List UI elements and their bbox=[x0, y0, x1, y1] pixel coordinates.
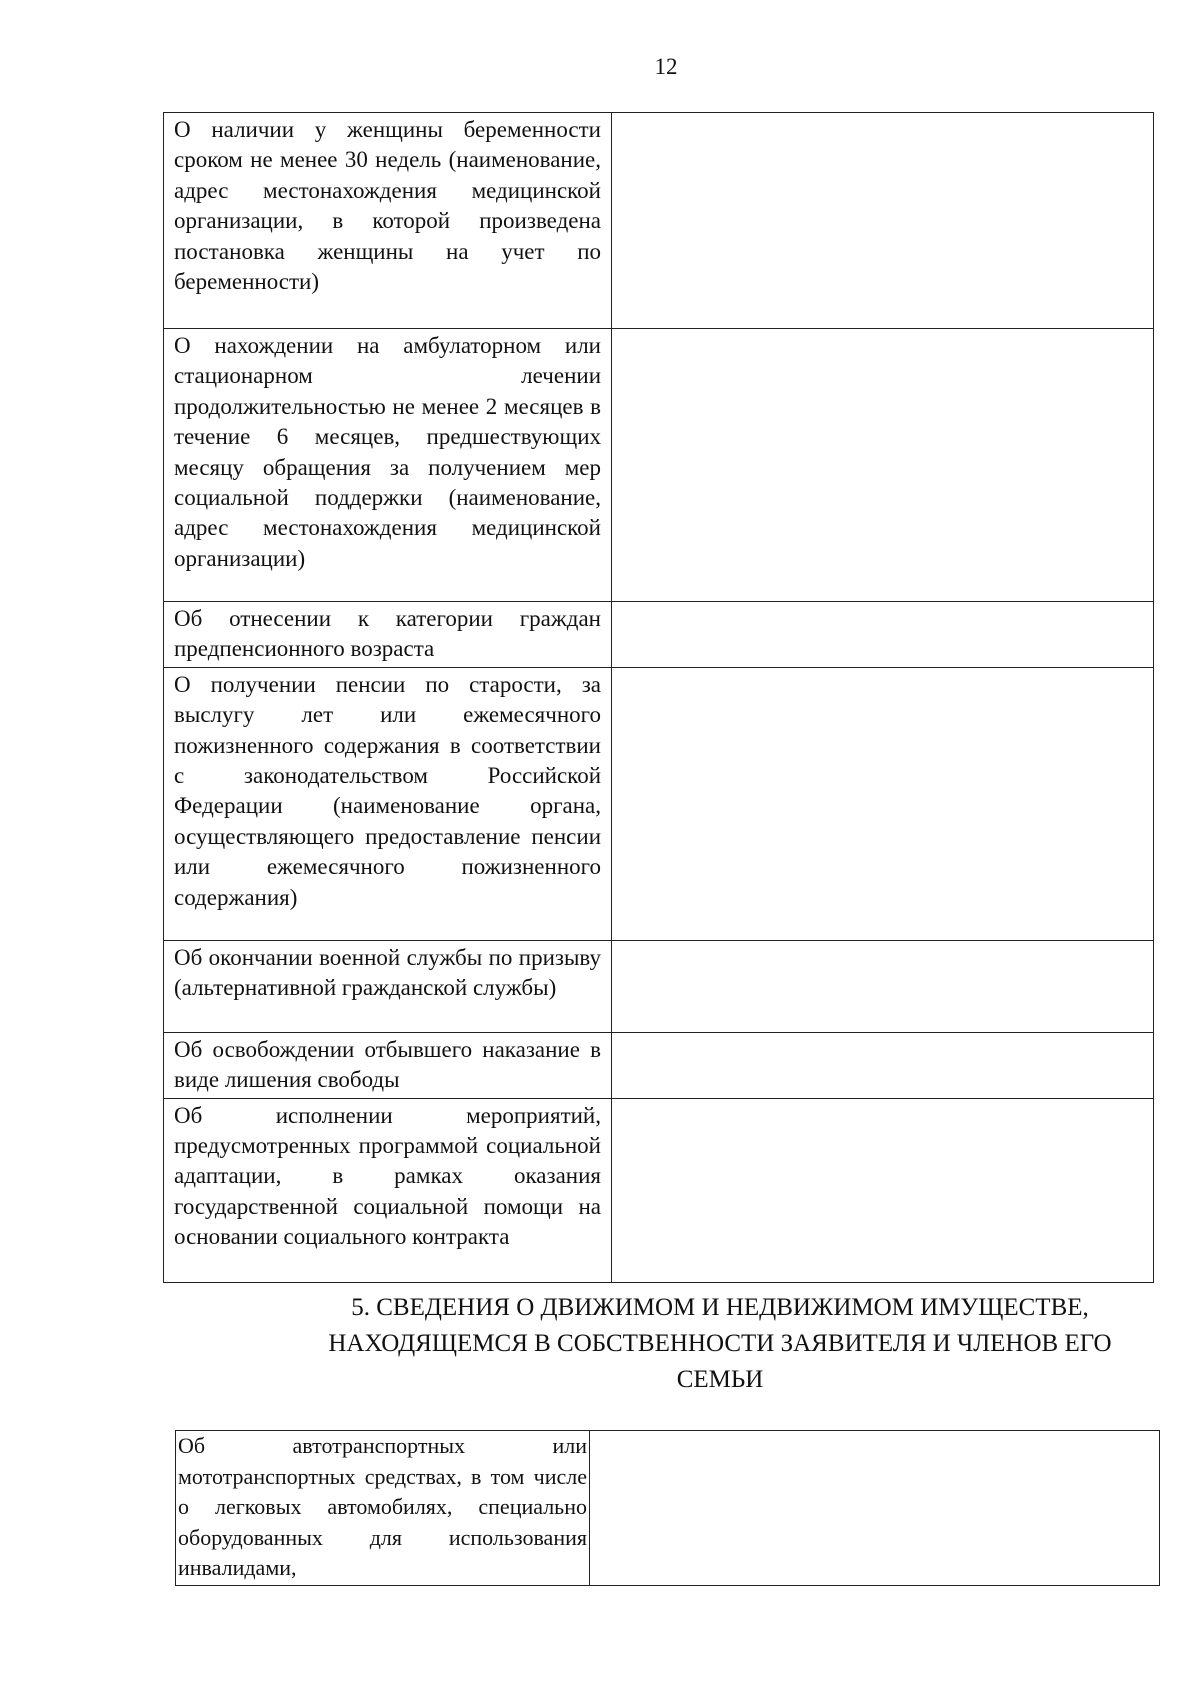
table-row bbox=[164, 1098, 1154, 1282]
section-heading-line: 5. СВЕДЕНИЯ О ДВИЖИМОМ И НЕДВИЖИМОМ ИМУЩЕСТВЕ, bbox=[351, 1294, 1089, 1321]
row-value-field[interactable] bbox=[612, 602, 1154, 668]
section-heading bbox=[270, 1290, 1170, 1398]
table-row bbox=[164, 940, 1154, 1032]
row-value-field[interactable] bbox=[612, 329, 1154, 602]
row-label: Об отнесении к категории граждан предпенсионного возраста bbox=[164, 602, 612, 668]
section-heading-line: СЕМЬИ bbox=[676, 1366, 764, 1393]
property-table bbox=[175, 1430, 1160, 1586]
table-row bbox=[176, 1431, 1160, 1586]
row-label: Об окончании военной службы по призыву (альтернативной гражданской службы) bbox=[164, 940, 612, 1032]
row-label: О наличии у женщины беременности сроком не менее 30 недель (наименование, адрес местонахождения медицинской организации, в которой произведена постановка женщины на учет по беременности) bbox=[164, 113, 612, 329]
row-value-field[interactable] bbox=[612, 1032, 1154, 1098]
row-value-field[interactable] bbox=[612, 667, 1154, 940]
row-label: О нахождении на амбулаторном или стационарном лечении продолжительностью не менее 2 месяцев в течение 6 месяцев, предшествующих месяцу обращения за получением мер социальной поддержки (наименование, адрес местонахождения медицинской организации) bbox=[164, 329, 612, 602]
table-row bbox=[164, 667, 1154, 940]
row-value-field[interactable] bbox=[590, 1431, 1160, 1586]
row-label: Об исполнении мероприятий, предусмотренных программой социальной адаптации, в рамках оказания государственной социальной помощи на основании социального контракта bbox=[164, 1098, 612, 1282]
row-value-field[interactable] bbox=[612, 1098, 1154, 1282]
row-label: Об освобождении отбывшего наказание в виде лишения свободы bbox=[164, 1032, 612, 1098]
table-row bbox=[164, 329, 1154, 602]
row-value-field[interactable] bbox=[612, 113, 1154, 329]
row-label: О получении пенсии по старости, за выслугу лет или ежемесячного пожизненного содержания в соответствии с законодательством Российской Федерации (наименование органа, осуществляющего предоставление пенсии или ежемесячного пожизненного содержания) bbox=[164, 667, 612, 940]
table-row bbox=[164, 602, 1154, 668]
table-row bbox=[164, 113, 1154, 329]
table-row bbox=[164, 1032, 1154, 1098]
info-table bbox=[163, 112, 1154, 1283]
page-number: 12 bbox=[654, 54, 678, 79]
row-label: Об автотранспортных или мототранспортных средствах, в том числе о легковых автомобилях, специально оборудованных для использования инвалидами, bbox=[176, 1431, 590, 1586]
section-heading-line: НАХОДЯЩЕМСЯ В СОБСТВЕННОСТИ ЗАЯВИТЕЛЯ И ЧЛЕНОВ ЕГО bbox=[328, 1330, 1112, 1357]
row-value-field[interactable] bbox=[612, 940, 1154, 1032]
